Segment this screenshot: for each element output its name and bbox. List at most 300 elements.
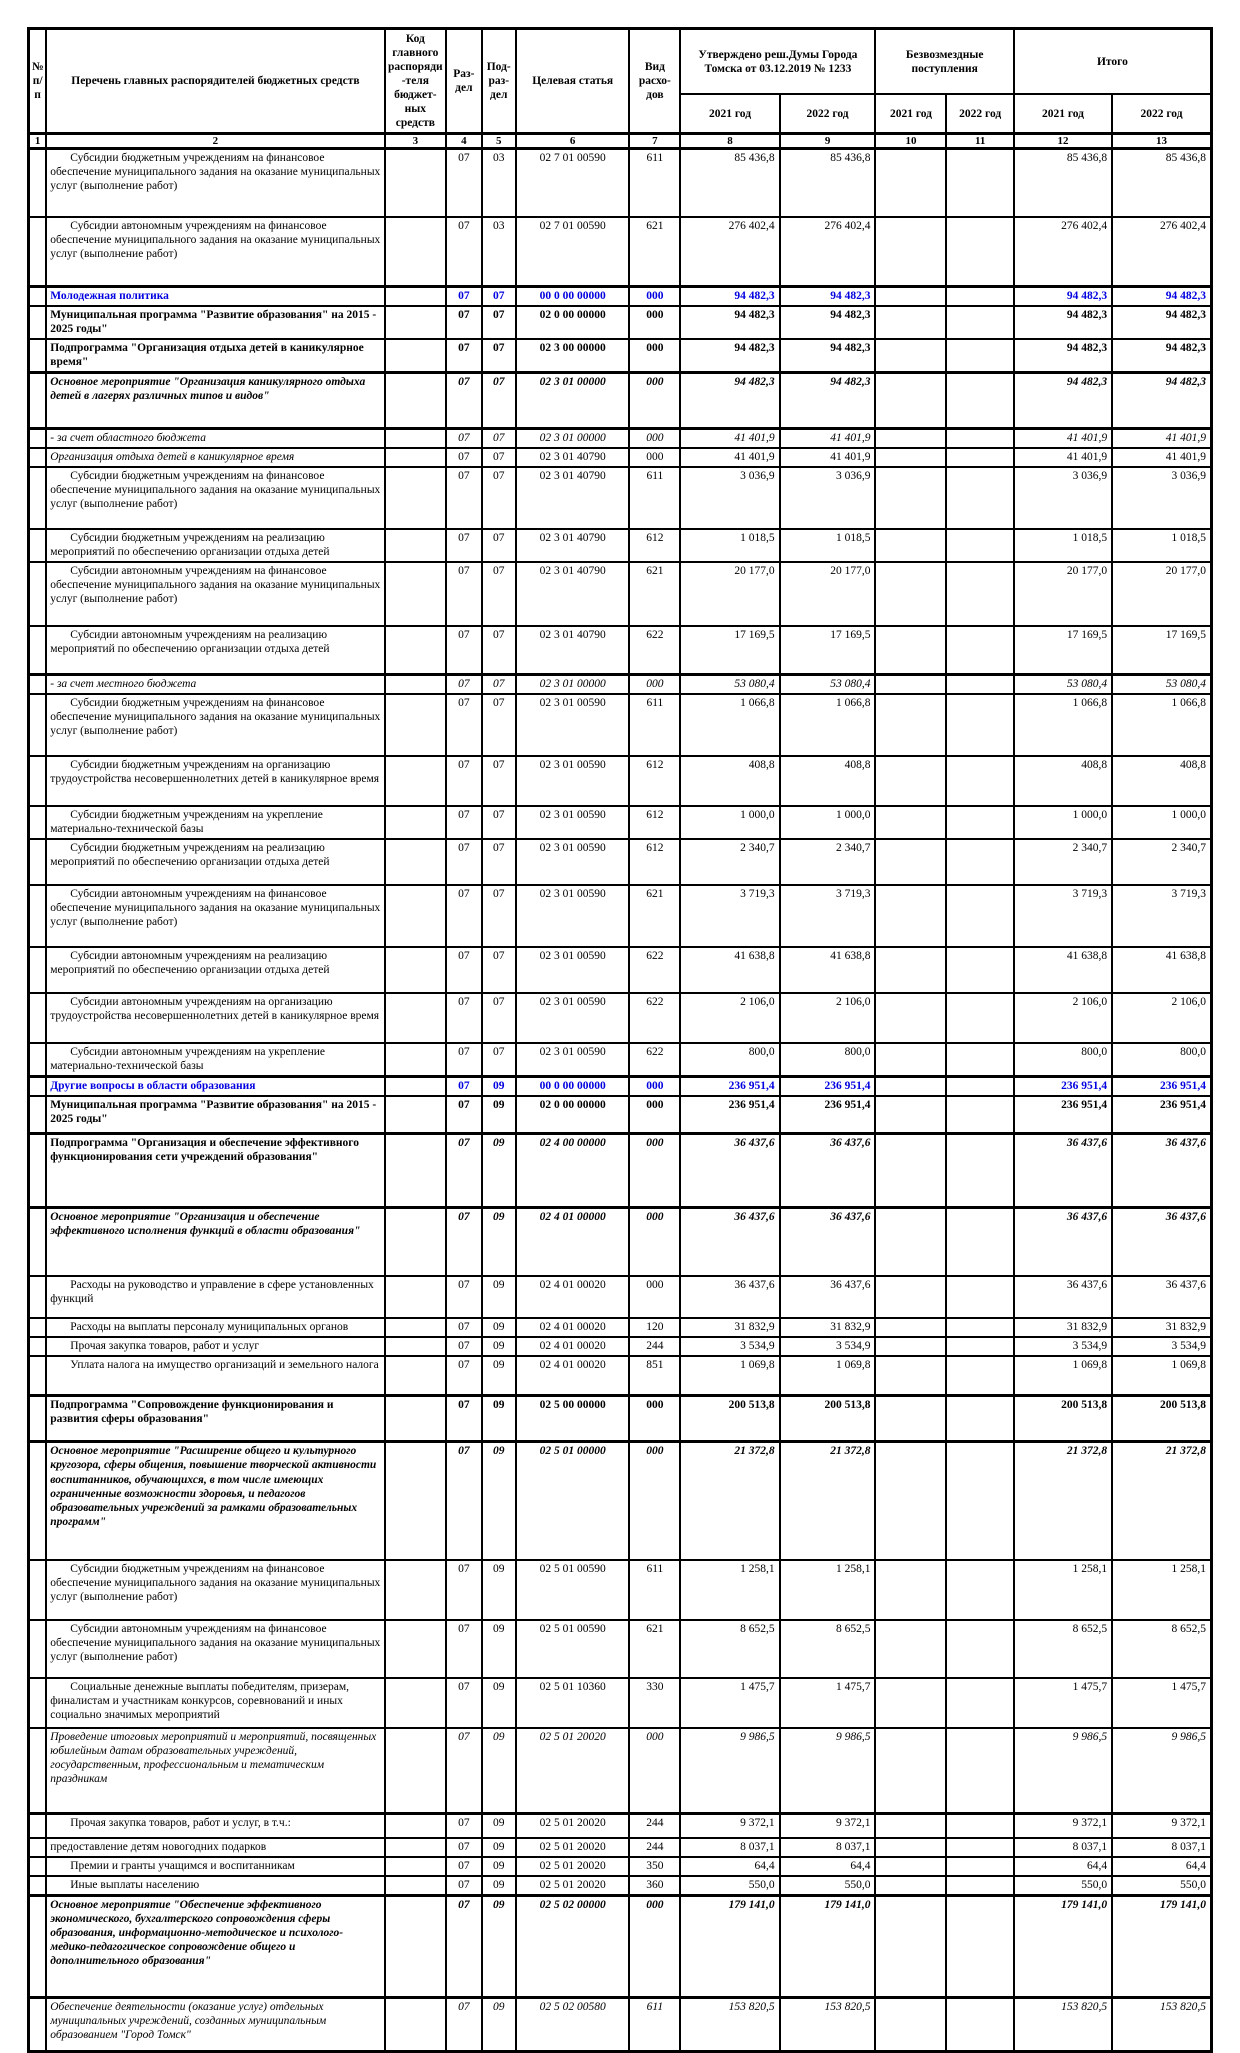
cell-grbs-code <box>385 1134 447 1208</box>
cell-podrazdel: 09 <box>482 1276 516 1318</box>
col-number: 13 <box>1112 134 1211 149</box>
cell-gratuitous-2022 <box>946 1814 1013 1838</box>
cell-podrazdel: 07 <box>482 947 516 993</box>
cell-approved-2022: 1 475,7 <box>780 1678 876 1728</box>
header-num: № п/п <box>29 29 47 134</box>
cell-target-article: 02 4 01 00020 <box>516 1318 630 1337</box>
cell-approved-2022: 9 986,5 <box>780 1728 876 1814</box>
cell-razdel: 07 <box>446 1134 481 1208</box>
cell-podrazdel: 07 <box>482 626 516 674</box>
cell-gratuitous-2022 <box>946 217 1013 287</box>
header-grbs-code: Код главного распоряди-теля бюджет-ных средств <box>385 29 447 134</box>
cell-podrazdel: 09 <box>482 1678 516 1728</box>
cell-target-article: 02 7 01 00590 <box>516 217 630 287</box>
cell-total-2021: 94 482,3 <box>1014 287 1112 307</box>
cell-grbs-name: Субсидии автономным учреждениям на финансовое обеспечение муниципального задания на оказание муниципальных услуг (выполнение работ) <box>46 562 384 626</box>
cell-approved-2022: 20 177,0 <box>780 562 876 626</box>
cell-gratuitous-2022 <box>946 947 1013 993</box>
table-row <box>29 993 1212 1043</box>
cell-total-2022: 2 106,0 <box>1112 993 1211 1043</box>
cell-target-article: 02 0 00 00000 <box>516 1096 630 1134</box>
cell-target-article: 02 3 01 00000 <box>516 429 630 449</box>
cell-total-2022: 36 437,6 <box>1112 1208 1211 1276</box>
cell-total-2021: 21 372,8 <box>1014 1442 1112 1560</box>
cell-gratuitous-2021 <box>875 529 946 562</box>
cell-gratuitous-2022 <box>946 562 1013 626</box>
cell-vid-rashodov: 000 <box>629 1442 680 1560</box>
cell-gratuitous-2021 <box>875 1276 946 1318</box>
table-row <box>29 1620 1212 1678</box>
cell-approved-2021: 17 169,5 <box>680 626 779 674</box>
cell-target-article: 02 5 00 00000 <box>516 1396 630 1442</box>
cell-approved-2022: 41 401,9 <box>780 429 876 449</box>
cell-vid-rashodov: 000 <box>629 1076 680 1096</box>
cell-row-num <box>29 756 47 806</box>
cell-podrazdel: 09 <box>482 1857 516 1876</box>
cell-row-num <box>29 626 47 674</box>
table-row <box>29 1814 1212 1838</box>
cell-row-num <box>29 1076 47 1096</box>
cell-razdel: 07 <box>446 373 481 429</box>
cell-gratuitous-2021 <box>875 1998 946 2052</box>
cell-grbs-code <box>385 448 447 467</box>
cell-podrazdel: 09 <box>482 1134 516 1208</box>
cell-gratuitous-2021 <box>875 839 946 885</box>
cell-row-num <box>29 562 47 626</box>
cell-approved-2021: 1 066,8 <box>680 694 779 756</box>
cell-total-2021: 2 340,7 <box>1014 839 1112 885</box>
cell-total-2021: 800,0 <box>1014 1043 1112 1077</box>
cell-total-2021: 94 482,3 <box>1014 373 1112 429</box>
cell-approved-2022: 236 951,4 <box>780 1076 876 1096</box>
cell-gratuitous-2021 <box>875 885 946 947</box>
cell-approved-2021: 3 036,9 <box>680 467 779 529</box>
cell-grbs-code <box>385 306 447 339</box>
cell-approved-2022: 41 638,8 <box>780 947 876 993</box>
cell-approved-2021: 8 652,5 <box>680 1620 779 1678</box>
cell-gratuitous-2022 <box>946 1678 1013 1728</box>
cell-podrazdel: 07 <box>482 674 516 694</box>
table-row <box>29 149 1212 217</box>
cell-approved-2021: 1 475,7 <box>680 1678 779 1728</box>
cell-grbs-name: Муниципальная программа "Развитие образования" на 2015 - 2025 годы" <box>46 306 384 339</box>
cell-total-2021: 9 986,5 <box>1014 1728 1112 1814</box>
cell-total-2022: 2 340,7 <box>1112 839 1211 885</box>
cell-grbs-code <box>385 1857 447 1876</box>
cell-razdel: 07 <box>446 1620 481 1678</box>
cell-gratuitous-2022 <box>946 1442 1013 1560</box>
cell-grbs-code <box>385 529 447 562</box>
cell-grbs-name: Расходы на руководство и управление в сфере установленных функций <box>46 1276 384 1318</box>
cell-total-2022: 21 372,8 <box>1112 1442 1211 1560</box>
cell-target-article: 02 3 01 40790 <box>516 529 630 562</box>
cell-grbs-code <box>385 1356 447 1396</box>
cell-gratuitous-2021 <box>875 1814 946 1838</box>
cell-gratuitous-2021 <box>875 1876 946 1896</box>
cell-vid-rashodov: 622 <box>629 947 680 993</box>
cell-total-2021: 179 141,0 <box>1014 1896 1112 1998</box>
cell-vid-rashodov: 611 <box>629 467 680 529</box>
table-row <box>29 1728 1212 1814</box>
cell-approved-2022: 550,0 <box>780 1876 876 1896</box>
cell-razdel: 07 <box>446 1876 481 1896</box>
cell-gratuitous-2022 <box>946 529 1013 562</box>
cell-approved-2021: 94 482,3 <box>680 287 779 307</box>
cell-gratuitous-2022 <box>946 429 1013 449</box>
cell-total-2021: 41 638,8 <box>1014 947 1112 993</box>
cell-gratuitous-2021 <box>875 756 946 806</box>
cell-gratuitous-2022 <box>946 1276 1013 1318</box>
cell-gratuitous-2021 <box>875 562 946 626</box>
cell-approved-2022: 94 482,3 <box>780 373 876 429</box>
cell-vid-rashodov: 622 <box>629 1043 680 1077</box>
cell-grbs-name: Обеспечение деятельности (оказание услуг) отдельных муниципальных учреждений, созданных муниципальным образованием "Город Томск" <box>46 1998 384 2052</box>
cell-podrazdel: 09 <box>482 1896 516 1998</box>
cell-grbs-code <box>385 1560 447 1620</box>
cell-grbs-code <box>385 1208 447 1276</box>
cell-row-num <box>29 373 47 429</box>
cell-grbs-name: предоставление детям новогодних подарков <box>46 1838 384 1857</box>
cell-razdel: 07 <box>446 339 481 373</box>
cell-total-2022: 8 652,5 <box>1112 1620 1211 1678</box>
cell-approved-2022: 200 513,8 <box>780 1396 876 1442</box>
cell-gratuitous-2021 <box>875 1560 946 1620</box>
cell-total-2021: 9 372,1 <box>1014 1814 1112 1838</box>
cell-target-article: 02 5 01 20020 <box>516 1876 630 1896</box>
table-row <box>29 1356 1212 1396</box>
cell-vid-rashodov: 611 <box>629 1998 680 2052</box>
cell-razdel: 07 <box>446 217 481 287</box>
col-number: 1 <box>29 134 47 149</box>
cell-grbs-code <box>385 694 447 756</box>
cell-grbs-name: Субсидии бюджетным учреждениям на организацию трудоустройства несовершеннолетних детей в каникулярное время <box>46 756 384 806</box>
cell-approved-2022: 408,8 <box>780 756 876 806</box>
table-row <box>29 1096 1212 1134</box>
cell-total-2021: 20 177,0 <box>1014 562 1112 626</box>
table-row <box>29 217 1212 287</box>
cell-approved-2022: 17 169,5 <box>780 626 876 674</box>
col-number: 4 <box>446 134 481 149</box>
cell-target-article: 02 5 01 00000 <box>516 1442 630 1560</box>
cell-row-num <box>29 993 47 1043</box>
budget-table <box>27 27 1213 2053</box>
cell-gratuitous-2022 <box>946 339 1013 373</box>
cell-total-2022: 41 638,8 <box>1112 947 1211 993</box>
cell-razdel: 07 <box>446 1857 481 1876</box>
cell-vid-rashodov: 000 <box>629 339 680 373</box>
cell-approved-2022: 1 000,0 <box>780 806 876 839</box>
cell-gratuitous-2021 <box>875 1096 946 1134</box>
cell-total-2021: 3 036,9 <box>1014 467 1112 529</box>
table-row <box>29 529 1212 562</box>
cell-grbs-name: Субсидии автономным учреждениям на финансовое обеспечение муниципального задания на оказание муниципальных услуг (выполнение работ) <box>46 885 384 947</box>
cell-grbs-name: Прочая закупка товаров, работ и услуг, в т.ч.: <box>46 1814 384 1838</box>
cell-razdel: 07 <box>446 1276 481 1318</box>
cell-row-num <box>29 1998 47 2052</box>
cell-approved-2021: 31 832,9 <box>680 1318 779 1337</box>
cell-razdel: 07 <box>446 1896 481 1998</box>
cell-total-2021: 276 402,4 <box>1014 217 1112 287</box>
cell-vid-rashodov: 000 <box>629 373 680 429</box>
cell-gratuitous-2021 <box>875 1076 946 1096</box>
cell-total-2021: 64,4 <box>1014 1857 1112 1876</box>
cell-podrazdel: 09 <box>482 1838 516 1857</box>
cell-gratuitous-2022 <box>946 1857 1013 1876</box>
cell-gratuitous-2021 <box>875 287 946 307</box>
cell-grbs-code <box>385 1678 447 1728</box>
cell-row-num <box>29 1620 47 1678</box>
cell-gratuitous-2021 <box>875 1318 946 1337</box>
cell-total-2022: 41 401,9 <box>1112 448 1211 467</box>
cell-target-article: 02 3 01 40790 <box>516 562 630 626</box>
cell-grbs-name: Проведение итоговых мероприятий и мероприятий, посвященных юбилейным датам образовательных учреждений, государственным, профессиональным и тематическим праздникам <box>46 1728 384 1814</box>
table-row <box>29 1276 1212 1318</box>
cell-approved-2022: 85 436,8 <box>780 149 876 217</box>
cell-target-article: 02 3 01 00590 <box>516 806 630 839</box>
cell-razdel: 07 <box>446 1728 481 1814</box>
cell-grbs-code <box>385 429 447 449</box>
cell-approved-2022: 31 832,9 <box>780 1318 876 1337</box>
cell-row-num <box>29 839 47 885</box>
cell-podrazdel: 09 <box>482 1356 516 1396</box>
cell-row-num <box>29 1896 47 1998</box>
cell-grbs-code <box>385 1276 447 1318</box>
cell-approved-2021: 153 820,5 <box>680 1998 779 2052</box>
cell-total-2022: 800,0 <box>1112 1043 1211 1077</box>
cell-approved-2022: 1 066,8 <box>780 694 876 756</box>
cell-approved-2021: 1 018,5 <box>680 529 779 562</box>
cell-total-2022: 36 437,6 <box>1112 1276 1211 1318</box>
cell-razdel: 07 <box>446 467 481 529</box>
cell-grbs-code <box>385 839 447 885</box>
cell-approved-2021: 8 037,1 <box>680 1838 779 1857</box>
cell-total-2021: 3 534,9 <box>1014 1337 1112 1356</box>
cell-grbs-name: - за счет областного бюджета <box>46 429 384 449</box>
cell-grbs-name: Прочая закупка товаров, работ и услуг <box>46 1337 384 1356</box>
cell-total-2022: 200 513,8 <box>1112 1396 1211 1442</box>
cell-total-2022: 9 372,1 <box>1112 1814 1211 1838</box>
cell-grbs-code <box>385 339 447 373</box>
cell-total-2022: 1 475,7 <box>1112 1678 1211 1728</box>
cell-total-2022: 31 832,9 <box>1112 1318 1211 1337</box>
cell-approved-2022: 21 372,8 <box>780 1442 876 1560</box>
cell-grbs-code <box>385 1337 447 1356</box>
cell-podrazdel: 07 <box>482 373 516 429</box>
cell-approved-2022: 3 036,9 <box>780 467 876 529</box>
cell-gratuitous-2022 <box>946 1337 1013 1356</box>
cell-gratuitous-2022 <box>946 1076 1013 1096</box>
cell-row-num <box>29 149 47 217</box>
cell-gratuitous-2021 <box>875 306 946 339</box>
col-number: 8 <box>680 134 779 149</box>
cell-total-2021: 1 069,8 <box>1014 1356 1112 1396</box>
cell-approved-2022: 53 080,4 <box>780 674 876 694</box>
table-row <box>29 562 1212 626</box>
col-number: 5 <box>482 134 516 149</box>
cell-gratuitous-2021 <box>875 149 946 217</box>
cell-target-article: 02 4 01 00020 <box>516 1337 630 1356</box>
cell-grbs-name: Иные выплаты населению <box>46 1876 384 1896</box>
cell-target-article: 02 5 01 10360 <box>516 1678 630 1728</box>
table-row <box>29 756 1212 806</box>
col-number: 6 <box>516 134 630 149</box>
cell-grbs-code <box>385 149 447 217</box>
cell-gratuitous-2022 <box>946 806 1013 839</box>
cell-approved-2021: 1 258,1 <box>680 1560 779 1620</box>
cell-razdel: 07 <box>446 1096 481 1134</box>
cell-approved-2022: 64,4 <box>780 1857 876 1876</box>
cell-total-2022: 1 066,8 <box>1112 694 1211 756</box>
cell-row-num <box>29 306 47 339</box>
cell-gratuitous-2021 <box>875 1838 946 1857</box>
cell-grbs-name: Субсидии автономным учреждениям на укрепление материально-технической базы <box>46 1043 384 1077</box>
cell-podrazdel: 09 <box>482 1998 516 2052</box>
table-row <box>29 1838 1212 1857</box>
cell-grbs-code <box>385 626 447 674</box>
cell-podrazdel: 03 <box>482 149 516 217</box>
cell-approved-2021: 200 513,8 <box>680 1396 779 1442</box>
cell-vid-rashodov: 621 <box>629 885 680 947</box>
cell-target-article: 02 3 01 00590 <box>516 694 630 756</box>
col-number: 3 <box>385 134 447 149</box>
cell-total-2021: 36 437,6 <box>1014 1208 1112 1276</box>
header-approved-2021: 2021 год <box>680 94 779 133</box>
cell-approved-2021: 9 372,1 <box>680 1814 779 1838</box>
cell-total-2021: 1 018,5 <box>1014 529 1112 562</box>
cell-razdel: 07 <box>446 529 481 562</box>
cell-approved-2022: 276 402,4 <box>780 217 876 287</box>
cell-approved-2022: 94 482,3 <box>780 306 876 339</box>
cell-grbs-code <box>385 1896 447 1998</box>
cell-total-2021: 550,0 <box>1014 1876 1112 1896</box>
cell-razdel: 07 <box>446 1208 481 1276</box>
cell-podrazdel: 07 <box>482 562 516 626</box>
cell-gratuitous-2021 <box>875 1620 946 1678</box>
cell-target-article: 02 3 01 40790 <box>516 626 630 674</box>
cell-approved-2021: 550,0 <box>680 1876 779 1896</box>
cell-podrazdel: 09 <box>482 1318 516 1337</box>
cell-vid-rashodov: 000 <box>629 674 680 694</box>
cell-total-2022: 153 820,5 <box>1112 1998 1211 2052</box>
cell-total-2021: 17 169,5 <box>1014 626 1112 674</box>
cell-row-num <box>29 529 47 562</box>
cell-approved-2021: 36 437,6 <box>680 1208 779 1276</box>
cell-total-2022: 236 951,4 <box>1112 1096 1211 1134</box>
cell-grbs-name: Подпрограмма "Организация и обеспечение эффективного функционирования сети учреждений образования" <box>46 1134 384 1208</box>
table-row <box>29 947 1212 993</box>
cell-grbs-code <box>385 1838 447 1857</box>
cell-vid-rashodov: 244 <box>629 1814 680 1838</box>
cell-approved-2021: 36 437,6 <box>680 1276 779 1318</box>
cell-grbs-code <box>385 562 447 626</box>
cell-row-num <box>29 1276 47 1318</box>
cell-vid-rashodov: 360 <box>629 1876 680 1896</box>
cell-total-2021: 200 513,8 <box>1014 1396 1112 1442</box>
cell-razdel: 07 <box>446 448 481 467</box>
cell-vid-rashodov: 000 <box>629 1134 680 1208</box>
cell-target-article: 02 3 01 00000 <box>516 373 630 429</box>
cell-podrazdel: 07 <box>482 448 516 467</box>
cell-row-num <box>29 1876 47 1896</box>
cell-total-2021: 153 820,5 <box>1014 1998 1112 2052</box>
table-row <box>29 839 1212 885</box>
cell-target-article: 02 3 01 40790 <box>516 448 630 467</box>
cell-total-2022: 17 169,5 <box>1112 626 1211 674</box>
cell-gratuitous-2021 <box>875 806 946 839</box>
cell-target-article: 02 3 01 00590 <box>516 1043 630 1077</box>
cell-total-2022: 8 037,1 <box>1112 1838 1211 1857</box>
cell-grbs-name: Субсидии бюджетным учреждениям на финансовое обеспечение муниципального задания на оказание муниципальных услуг (выполнение работ) <box>46 467 384 529</box>
cell-grbs-name: Субсидии автономным учреждениям на реализацию мероприятий по обеспечению организации отдыха детей <box>46 947 384 993</box>
cell-gratuitous-2022 <box>946 626 1013 674</box>
table-row <box>29 1876 1212 1896</box>
cell-total-2021: 1 258,1 <box>1014 1560 1112 1620</box>
cell-podrazdel: 07 <box>482 429 516 449</box>
header-approved-2022: 2022 год <box>780 94 876 133</box>
cell-approved-2022: 3 534,9 <box>780 1337 876 1356</box>
cell-gratuitous-2022 <box>946 885 1013 947</box>
cell-row-num <box>29 806 47 839</box>
cell-podrazdel: 07 <box>482 306 516 339</box>
cell-podrazdel: 09 <box>482 1337 516 1356</box>
cell-razdel: 07 <box>446 1076 481 1096</box>
header-grbs-name: Перечень главных распорядителей бюджетных средств <box>46 29 384 134</box>
cell-grbs-code <box>385 1728 447 1814</box>
cell-row-num <box>29 1208 47 1276</box>
cell-row-num <box>29 1096 47 1134</box>
table-row <box>29 287 1212 307</box>
header-approved-group: Утверждено реш.Думы Города Томска от 03.12.2019 № 1233 <box>680 29 875 95</box>
cell-grbs-name: Субсидии бюджетным учреждениям на финансовое обеспечение муниципального задания на оказание муниципальных услуг (выполнение работ) <box>46 694 384 756</box>
cell-podrazdel: 09 <box>482 1814 516 1838</box>
table-row <box>29 448 1212 467</box>
cell-grbs-code <box>385 287 447 307</box>
cell-target-article: 02 3 01 00590 <box>516 947 630 993</box>
cell-grbs-name: Муниципальная программа "Развитие образования" на 2015 - 2025 годы" <box>46 1096 384 1134</box>
cell-approved-2022: 8 037,1 <box>780 1838 876 1857</box>
cell-row-num <box>29 1043 47 1077</box>
cell-grbs-name: Премии и гранты учащимся и воспитанникам <box>46 1857 384 1876</box>
cell-grbs-name: Субсидии автономным учреждениям на финансовое обеспечение муниципального задания на оказание муниципальных услуг (выполнение работ) <box>46 1620 384 1678</box>
col-number: 10 <box>875 134 946 149</box>
cell-row-num <box>29 694 47 756</box>
cell-gratuitous-2021 <box>875 467 946 529</box>
table-row <box>29 429 1212 449</box>
cell-razdel: 07 <box>446 429 481 449</box>
table-body <box>29 149 1212 2052</box>
cell-approved-2022: 9 372,1 <box>780 1814 876 1838</box>
cell-podrazdel: 09 <box>482 1096 516 1134</box>
table-row <box>29 373 1212 429</box>
table-row <box>29 467 1212 529</box>
cell-gratuitous-2021 <box>875 1857 946 1876</box>
cell-gratuitous-2021 <box>875 626 946 674</box>
cell-vid-rashodov: 000 <box>629 429 680 449</box>
cell-approved-2022: 1 069,8 <box>780 1356 876 1396</box>
cell-approved-2022: 94 482,3 <box>780 339 876 373</box>
cell-total-2022: 408,8 <box>1112 756 1211 806</box>
cell-podrazdel: 07 <box>482 287 516 307</box>
cell-podrazdel: 07 <box>482 885 516 947</box>
cell-target-article: 02 4 01 00020 <box>516 1276 630 1318</box>
table-row <box>29 1208 1212 1276</box>
cell-podrazdel: 09 <box>482 1728 516 1814</box>
cell-gratuitous-2022 <box>946 674 1013 694</box>
cell-approved-2022: 94 482,3 <box>780 287 876 307</box>
cell-total-2021: 1 066,8 <box>1014 694 1112 756</box>
cell-target-article: 02 3 01 00590 <box>516 993 630 1043</box>
cell-gratuitous-2021 <box>875 339 946 373</box>
